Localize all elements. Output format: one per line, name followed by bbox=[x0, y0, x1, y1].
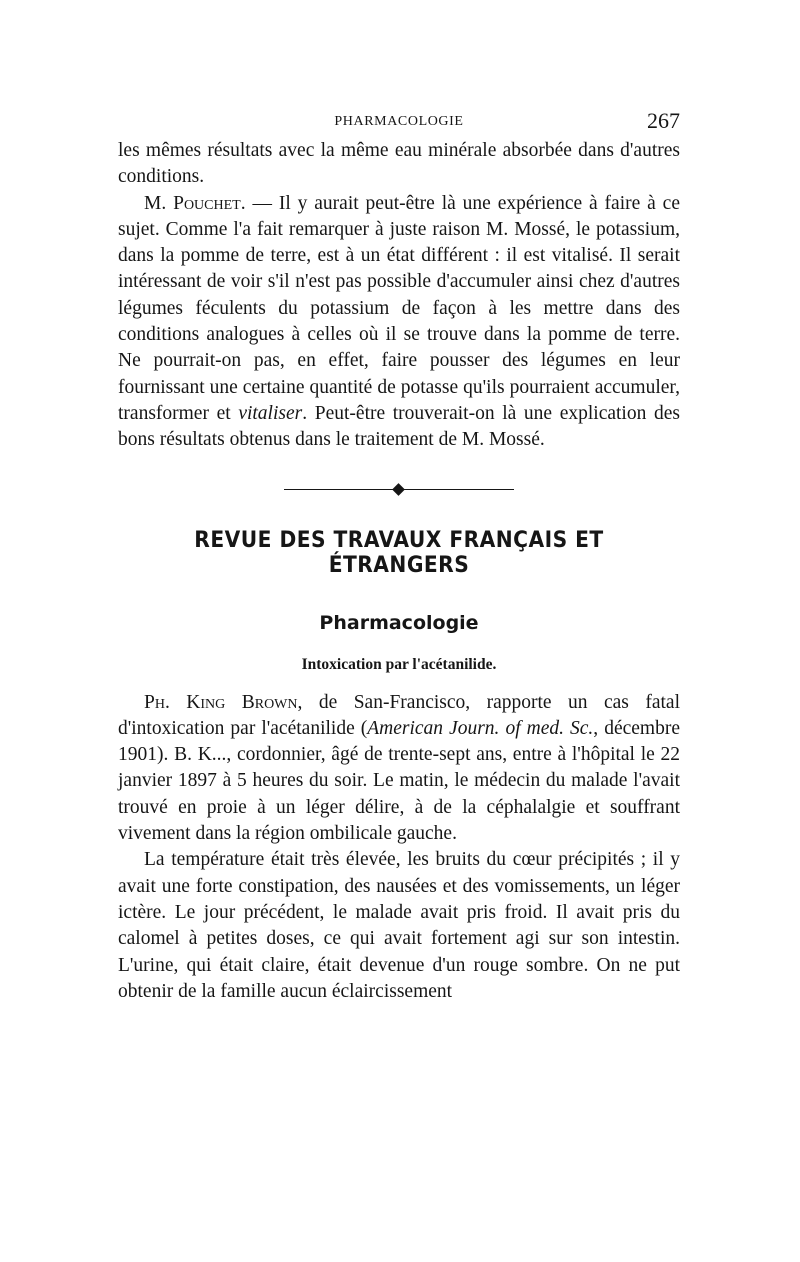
article-text-a: , de San-Francisco, rapporte un cas fatal d'intoxication par l'acétanilide ( bbox=[118, 691, 680, 739]
speaker-name: M. Pouchet. bbox=[144, 192, 246, 214]
diamond-icon bbox=[392, 483, 405, 496]
section-title: REVUE DES TRAVAUX FRANÇAIS ET ÉTRANGERS bbox=[194, 527, 604, 578]
article-paragraph-1 bbox=[118, 690, 680, 848]
journal-name: American Journ. of med. Sc. bbox=[367, 717, 594, 739]
pouchet-text: — Il y aurait peut-être là une expérience à faire à ce sujet. Comme l'a fait remarquer à juste raison M. Mossé, le potassium, dans la pomme de terre, est à un état différent : il est vitalisé. Il serait intéressant de voir s'il n'est pas possible d'accumuler ainsi chez d'autres légumes féculents du potassium de façon à les mettre dans des conditions analogues à celles où il se trouve dans la pomme de terre. Ne pourrait-on pas, en effet, faire pousser des légumes en leur fournissant une certaine quantité de potasse qu'ils pourraient accumuler, transformer et bbox=[118, 192, 680, 424]
article-title: Intoxication par l'acétanilide. bbox=[301, 655, 497, 673]
page-number: 267 bbox=[647, 108, 680, 133]
italic-word: vitaliser bbox=[238, 402, 303, 424]
paragraph-pouchet bbox=[118, 191, 680, 454]
article-text-b: , décembre 1901). B. K..., cordonnier, âgé de trente-sept ans, entre à l'hôpital le 22 janvier 1897 à 5 heures du soir. Le matin, le médecin du malade l'avait trouvé en proie à un léger délire, à de la céphalalgie et souffrant vivement dans la région ombilicale gauche. bbox=[118, 717, 680, 845]
subsection-title: Pharmacologie bbox=[319, 611, 479, 634]
paragraph-continuation: les mêmes résultats avec la même eau minérale absorbée dans d'autres conditions. bbox=[118, 140, 680, 188]
running-title: PHARMACOLOGIE bbox=[334, 114, 464, 129]
running-head bbox=[118, 108, 680, 138]
article-paragraph-2: La température était très élevée, les bruits du cœur précipités ; il y avait une forte constipation, des nausées et des vomissements, un léger ictère. Le jour précédent, le malade avait pris froid. Il avait pris du calomel à petites doses, ce qui avait fortement agi sur son intestin. L'urine, qui était claire, était devenue d'un rouge sombre. On ne put obtenir de la famille aucun éclaircissement bbox=[118, 849, 680, 1002]
pouchet-text-end: . Peut-être trouverait-on là une explication des bons résultats obtenus dans le traitement de M. Mossé. bbox=[118, 402, 680, 451]
author-name: Ph. King Brown bbox=[144, 691, 298, 713]
page bbox=[118, 108, 680, 1005]
ornamental-divider bbox=[284, 484, 514, 496]
